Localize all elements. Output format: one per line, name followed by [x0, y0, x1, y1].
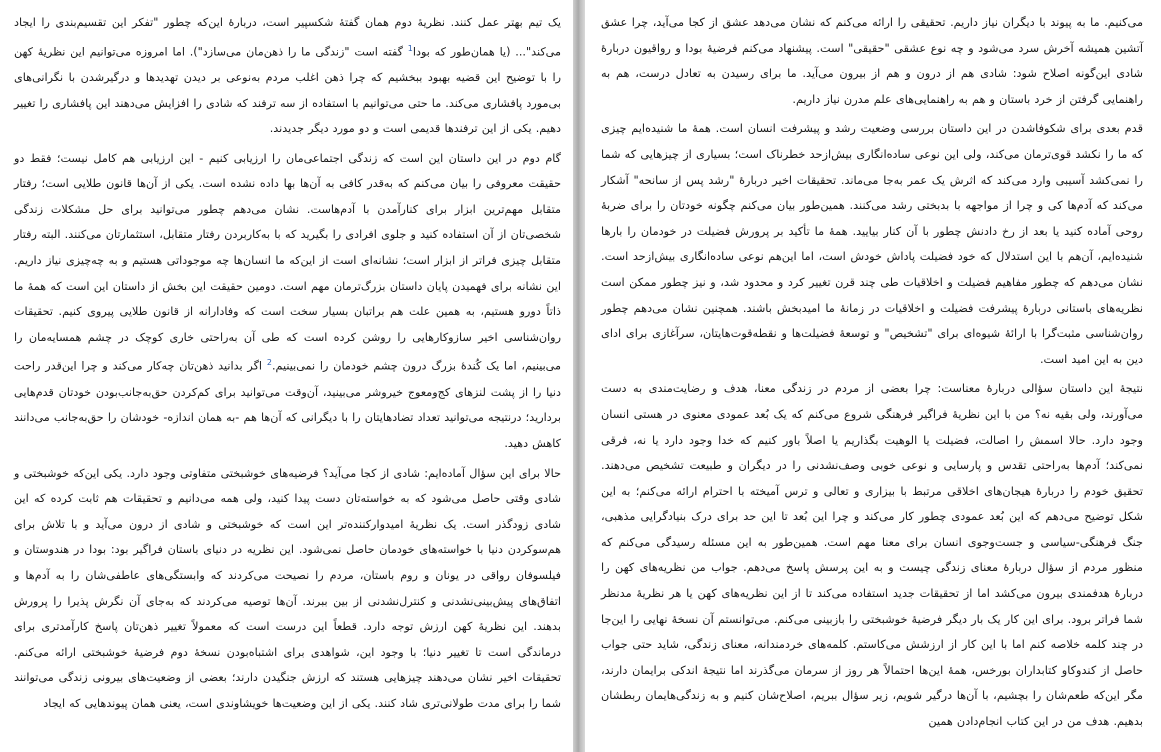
footnote-marker[interactable]: 1 [407, 43, 413, 53]
left-paragraph-1 [14, 10, 561, 142]
paragraph-text: گفته است "زندگی ما را ذهن‌مان می‌سازد"). اما امروزه می‌توانیم این نظریهٔ کهن را با توضیح این قضیه بهبود ببخشیم که چرا ذهن اغلب مردم به‌نوعی بر دیدن تهدیدها و درگیرشدن با نگرانی‌های بی‌مورد پافشاری می‌کند. ما حتی می‌توانیم با استفاده از سه ترفند که شادی را افزایش می‌دهند این پافشاری را تغییر دهیم. یکی از این ترفندها قدیمی است و دو مورد دیگر جدیدند. [14, 45, 561, 136]
paragraph-text: حالا برای این سؤال آماده‌ایم: شادی از کجا می‌آید؟ فرضیه‌های خوشبختی متفاوتی وجود دارد. یکی این‌که خوشبختی و شادی وقتی حاصل می‌شود که به خواسته‌تان دست پیدا کنید، ولی همه می‌دانیم و تحقیقات هم ثابت کرده که این شادی زودگذر است. یک نظریهٔ امیدوارکننده‌تر این است که خوشبختی و شادی از درون می‌آید و با تلاش برای هم‌سوکردن دنیا با خواسته‌های خودمان حاصل نمی‌شود. این نظریه در دنیای باستان فراگیر بود: بودا در هندوستان و فیلسوفان رواقی در یونان و روم باستان، مردم را نصیحت می‌کردند که وابستگی‌های عاطفی‌شان را به آدم‌ها و اتفاق‌های پیش‌بینی‌نشدنی و کنترل‌نشدنی از بین ببرند. آن‌ها توصیه می‌کردند که به‌جای آن نگرش پذیرا را پرورش بدهند. این نظریهٔ کهن ارزش توجه دارد. قطعاً این درست است که معمولاً تغییر ذهن‌تان پاسخ کارآمدتری برای درماندگی است تا تغییر دنیا؛ با وجود این، شواهدی برای اشتباه‌بودن نسخهٔ دوم فرضیهٔ خوشبختی ارائه می‌کنم. تحقیقات اخیر نشان می‌دهند چیزهایی هستند که ارزش جنگیدن دارند؛ بعضی از وضعیت‌های بیرونی زندگی می‌توانند شما را برای مدت طولانی‌تری شاد کنند. یکی از این وضعیت‌ها خویشاوندی است، یعنی همان پیوندهایی که ایجاد [14, 466, 561, 710]
footnote-marker[interactable]: 2 [266, 358, 272, 368]
right-page [585, 0, 1161, 752]
paragraph-text: می‌کنیم. ما به پیوند با دیگران نیاز داریم. تحقیقی را ارائه می‌کنم که نشان می‌دهد عشق از کجا می‌آید، چرا عشق آتشین همیشه آخرش سرد می‌شود و چه نوع عشقی "حقیقی" است. پیشنهاد می‌کنم فرضیهٔ بودا و رواقیون دربارهٔ شادی این‌گونه اصلاح شود: شادی هم از درون و هم از بیرون می‌آید. ما برای رسیدن به تعادل درست، هم به راهنمایی گرفتن از خرد باستان و هم به راهنمایی‌های علم مدرن نیاز داریم. [601, 16, 1143, 106]
page-gutter [573, 0, 585, 752]
paragraph-text: اگر بدانید ذهن‌تان چه‌کار می‌کند و چرا این‌قدر راحت دنیا را از پشت لنزهای کج‌ومعوج خیروشر می‌بینید، آن‌وقت می‌توانید برای کم‌کردن حق‌به‌جانب‌بودن خودتان قدم‌هایی بردارید؛ درنتیجه می‌توانید تعداد تضادهایتان را با دیگرانی که آن‌ها هم -به همان اندازه- خودشان را حق‌به‌جانب می‌دانند کاهش دهید. [14, 360, 561, 450]
paragraph-text: نتیجهٔ این داستان سؤالی دربارهٔ معناست: چرا بعضی از مردم در زندگی معنا، هدف و رضایت‌مندی به دست می‌آورند، ولی بقیه نه؟ من با این نظریهٔ فراگیر فرهنگی شروع می‌کنم که یک بُعد عمودی معنوی در هستی انسان وجود دارد. حالا اسمش را اصالت، فضیلت یا الوهیت بگذاریم یا اصلاً باور کنیم که خدا وجود دارد یا نه، فرقی نمی‌کند؛ آدم‌ها به‌راحتی تقدس و پارسایی و نوعی خوبی وصف‌نشدنی را در دیگران و طبیعت تشخیص می‌دهند. تحقیق خودم را دربارهٔ هیجان‌های اخلاقی مرتبط با بیزاری و تعالی و ترس آمیخته با احترام ارائه می‌کنم؛ به این شکل توضیح می‌دهم که این بُعد عمودی چطور کار می‌کند و چرا این بُعد تا این حد برای درک بنیادگرایی مذهبی، جنگ فرهنگی-سیاسی و جست‌وجوی انسان برای معنا مهم است. همین‌طور به این مسئله رسیدگی می‌کنم که منظور مردم از سؤال دربارهٔ معنای زندگی چیست و به این پرسش پاسخ می‌دهم. جواب من نظریه‌های کهن را دربارهٔ هدفمندی بیرون می‌کشد اما از تحقیقات جدید استفاده می‌کند تا از این نظریه‌های کهن یا هر نظریهٔ مدنظر شما فراتر برود. برای این کار یک بار دیگر فرضیهٔ خوشبختی را بازبینی می‌کنم. می‌توانستم آن نسخهٔ نهایی را این‌جا در چند کلمه خلاصه کنم اما با این کار از ارزشش می‌کاستم. کلمه‌های خردمندانه، معنای زندگی، شاید حتی جواب حاصل از کندوکاو کتابداران بورخس، همهٔ این‌ها احتمالاً هر روز از سرمان می‌گذرند اما نتیجهٔ اندکی برایمان دارند، مگر این‌که طعم‌شان را بچشیم، با آن‌ها درگیر شویم، زیر سؤال ببریم، اصلاح‌شان کنیم و به زندگی‌هایمان ربطشان بدهیم. هدف من در این کتاب انجام‌دادن همین [601, 382, 1143, 729]
right-paragraph-1 [601, 10, 1143, 112]
right-paragraph-3 [601, 376, 1143, 734]
paragraph-text: قدم بعدی برای شکوفاشدن در این داستان بررسی وضعیت رشد و پیشرفت انسان است. همهٔ ما شنیده‌ایم چیزی که ما را نکشد قوی‌ترمان می‌کند، ولی این نوعی ساده‌انگاری بیش‌ازحد خطرناک است؛ بسیاری از چیزهایی که شما را نمی‌کشد آسیبی وارد می‌کند که اثرش یک عمر به‌جا می‌ماند. تحقیقات اخیر دربارهٔ "رشد پس از سانحه" آشکار می‌کند که آدم‌ها کی و چرا از مواجهه با بدبختی رشد می‌کنند. همین‌طور بیان می‌کنم چگونه خودتان را برای ضربهٔ روحی آماده کنید یا بعد از رخ دادنش چطور با آن کنار بیایید. همهٔ ما تأکید بر پرورش فضیلت در خودمان را بارها شنیده‌ایم، آن‌هم با این استدلال که خود فضیلت پاداش خودش است، اما این‌هم نوعی ساده‌انگاری بیش‌ازحد است. نشان می‌دهم که چطور مفاهیم فضیلت و اخلاقیات طی چند قرن تغییر کرد و محدود شد، و نیز چطور ممکن است نظریه‌های باستانی دربارهٔ پیشرفت فضیلت و اخلاقیات در زمانهٔ ما امیدبخش باشند. همچنین نشان می‌دهم چطور روان‌شناسی مثبت‌گرا با ارائهٔ شیوه‌ای برای "تشخیص" و توسعهٔ فضیلت‌ها و نقطه‌قوت‌هایتان، سرآغازی برای ادای دین به این امید است. [601, 122, 1143, 366]
left-paragraph-3 [14, 461, 561, 717]
paragraph-text: گام دوم در این داستان این است که زندگی اجتماعی‌مان را ارزیابی کنیم - این ارزیابی هم کامل نیست؛ فقط دو حقیقت معروفی را بیان می‌کنم که به‌قدر کافی به آن‌ها بها داده نشده است. یکی از آن‌ها قانون طلایی است؛ رفتار متقابل مهم‌ترین ابزار برای کنارآمدن با آدم‌هاست. نشان می‌دهم چطور می‌توانید برای حل مشکلات زندگی شخصی‌تان از آن استفاده کنید و جلوی افرادی را بگیرید که با به‌کاربردن رفتار متقابل، استثمارتان می‌کنند. البته رفتار متقابل چیزی فراتر از ابزار است؛ نشانه‌ای است از این‌که ما انسان‌ها چه موجوداتی هستیم و به چه‌چیزی نیاز داریم. این نشانه برای فهمیدن پایان داستان بزرگ‌ترمان مهم است. دومین حقیقت این بخش از داستان این است که همهٔ ما ذاتاً دورو هستیم، به همین علت هم براتبان بسیار سخت است که وفادارانه از قانون طلایی پیروی کنیم. تحقیقات روان‌شناسی اخیر سازوکارهایی را روشن کرده است که طی آن به‌راحتی خاری کوچک در چشم همسایه‌مان را می‌بینیم، اما یک کُندهٔ بزرگ درون چشم خودمان را نمی‌بینیم. [14, 151, 561, 374]
paragraph-text: یک تیم بهتر عمل کنند. نظریهٔ دوم همان گفتهٔ شکسپیر است، دربارهٔ این‌که چطور "تفکر این تقسیم‌بندی را ایجاد می‌کند"... (یا همان‌طور که بودا [14, 16, 561, 59]
left-page [0, 0, 573, 752]
left-paragraph-2 [14, 146, 561, 457]
right-paragraph-2 [601, 116, 1143, 372]
